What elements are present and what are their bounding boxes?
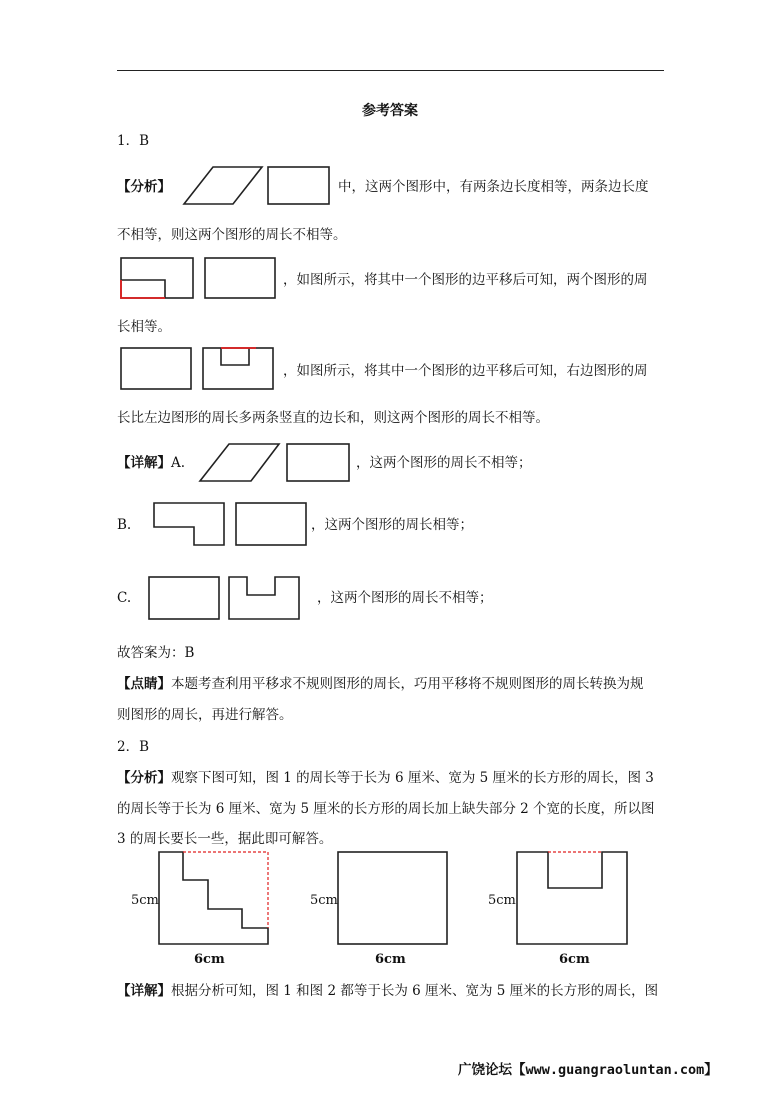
rectangle-shape: [338, 852, 447, 944]
q2-figure-1-width-label: 6cm: [194, 952, 225, 967]
q2-figure-2-height-label: 5cm: [310, 893, 338, 908]
rectangle-shape: [149, 577, 219, 619]
q1-shift-text-1-end: 长相等。: [117, 319, 171, 335]
q1-answer: 故答案为：B: [117, 645, 195, 661]
q1-detail-a-label: A.: [171, 455, 186, 471]
q1-shift-text-1: ，如图所示，将其中一个图形的边平移后可知，两个图形的周: [283, 272, 648, 288]
q2-figure-2-width-label: 6cm: [375, 952, 406, 967]
q1-detail-c-figures: [147, 575, 307, 623]
outer-rectangle-shape: [203, 348, 273, 389]
staircase-shape: [159, 852, 268, 944]
q2-detail-text: 根据分析可知，图 1 和图 2 都等于长为 6 厘米、宽为 5 厘米的长方形的周长，图: [171, 983, 659, 999]
q1-tip-text: 本题考查利用平移求不规则图形的周长，巧用平移将不规则图形的周长转换为规: [171, 676, 644, 692]
q2-analysis-text-2: 的周长等于长为 6 厘米、宽为 5 厘米的长方形的周长加上缺失部分 2 个宽的长度，所以图: [117, 801, 655, 817]
rectangle-shape: [205, 258, 275, 298]
parallelogram-shape: [184, 167, 262, 204]
q2-figure-1: [158, 851, 272, 947]
q1-detail-c-text: ，这两个图形的周长不相等；: [317, 590, 493, 606]
notched-rectangle-shape: [517, 852, 627, 944]
q1-tip-tag: 【点睛】: [117, 676, 171, 692]
q2-figure-1-height-label: 5cm: [131, 893, 159, 908]
q1-analysis-text-2: 不相等，则这两个图形的周长不相等。: [117, 227, 347, 243]
q1-shift-figures-2: [119, 345, 279, 393]
parallelogram-shape: [200, 444, 279, 481]
q1-shift-figures-1: [119, 256, 279, 302]
shifted-edge-dashed-shape: [183, 852, 268, 928]
q2-analysis-text: 观察下图可知，图 1 的周长等于长为 6 厘米、宽为 5 厘米的长方形的周长，图 3: [171, 770, 654, 786]
q1-detail-b-label: B.: [117, 517, 132, 533]
q1-tip-text-2: 则图形的周长，再进行解答。: [117, 707, 293, 723]
q1-shift-text-2-end: 长比左边图形的周长多两条竖直的边长和，则这两个图形的周长不相等。: [117, 410, 549, 426]
u-shape: [229, 577, 299, 619]
q1-detail-a-figures: [199, 442, 359, 484]
header-rule: [117, 70, 664, 71]
q2-number: 2．B: [117, 739, 150, 755]
q2-figure-3: [516, 851, 630, 947]
footer-site-link[interactable]: 【www.guangraoluntan.com】: [512, 1062, 718, 1078]
notch-line-shape: [121, 280, 165, 298]
notch-line-shape: [221, 348, 249, 365]
rectangle-shape: [121, 348, 191, 389]
l-shape: [154, 503, 224, 545]
q1-detail-c-label: C.: [117, 590, 132, 606]
q2-analysis-text-3: 3 的周长要长一些，据此即可解答。: [117, 831, 333, 847]
q2-figure-3-height-label: 5cm: [488, 893, 516, 908]
footer-watermark: [458, 1058, 718, 1078]
q2-figure-2: [337, 851, 451, 947]
rectangle-shape: [268, 167, 329, 204]
q1-analysis-text: 中，这两个图形中，有两条边长度相等，两条边长度: [338, 179, 649, 195]
footer-brand: 广饶论坛: [458, 1062, 512, 1078]
page-title: 参考答案: [362, 103, 418, 119]
rectangle-shape: [236, 503, 306, 545]
q1-detail-b-text: ，这两个图形的周长相等；: [311, 517, 473, 533]
q1-detail-tag: 【详解】: [117, 455, 171, 471]
q1-analysis-figures: [183, 165, 333, 207]
q2-detail-tag: 【详解】: [117, 983, 171, 999]
rectangle-shape: [287, 444, 349, 481]
q1-shift-text-2: ，如图所示，将其中一个图形的边平移后可知，右边图形的周: [283, 363, 648, 379]
shifted-edge-shape: [121, 280, 165, 298]
q1-analysis-tag: 【分析】: [117, 179, 171, 195]
q2-analysis-tag: 【分析】: [117, 770, 171, 786]
q2-figure-3-width-label: 6cm: [559, 952, 590, 967]
q1-detail-a-text: ，这两个图形的周长不相等；: [356, 455, 532, 471]
outer-rectangle-shape: [121, 258, 193, 298]
q1-number: 1．B: [117, 133, 150, 149]
q1-detail-b-figures: [152, 501, 312, 549]
